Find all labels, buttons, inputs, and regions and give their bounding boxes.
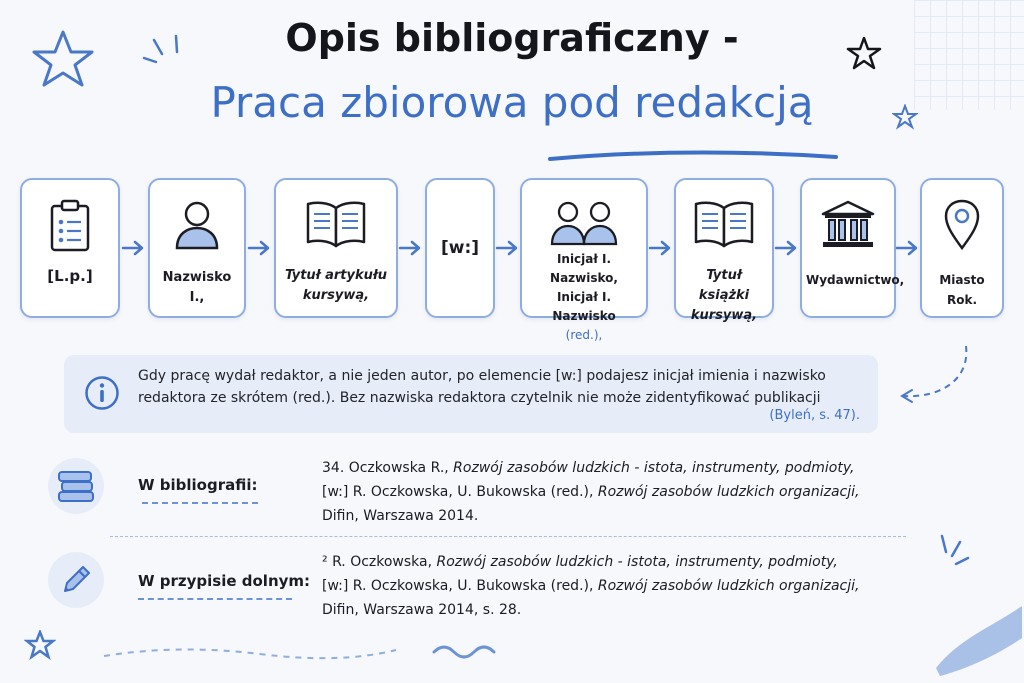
bibliography-icon-circle [48, 458, 104, 514]
section-divider [110, 536, 906, 537]
flow-step-wydawnictwo [800, 178, 905, 318]
location-pin-icon [942, 198, 982, 252]
label-line: kursywą, [302, 288, 370, 303]
bibliography-label: W bibliografii: [138, 476, 258, 494]
curved-dashed-arrow-icon [890, 340, 980, 408]
flow-step-tytul-ksiazki [674, 178, 774, 323]
clipboard-icon [48, 198, 92, 252]
wave-decoration [430, 640, 510, 662]
bottom-right-sparkle-icon [934, 532, 984, 582]
entry-text: Difin, Warszawa 2014, s. 28. [322, 602, 522, 618]
entry-line [322, 598, 922, 622]
footnote-label: W przypisie dolnym: [138, 572, 311, 590]
label-line: kursywą, [690, 308, 758, 323]
arrow-right-icon [398, 238, 424, 258]
footnote-entry [322, 550, 922, 622]
entry-line [322, 480, 922, 504]
info-text [138, 365, 868, 409]
label-line: Tytuł książki [698, 268, 750, 303]
arrow-right-icon [121, 238, 147, 258]
flow-step-nazwisko [148, 178, 246, 318]
info-panel [64, 355, 878, 433]
label-line: Inicjał I. Nazwisko [552, 290, 616, 323]
books-stack-icon [55, 467, 97, 505]
bibliography-entry [322, 456, 922, 528]
arrow-right-icon [895, 238, 921, 258]
label-line: Tytuł artykułu [285, 268, 387, 283]
flow-step-label: Miasto Rok. [939, 273, 985, 307]
entry-italic-title: Rozwój zasobów ludzkich - istota, instrumenty, podmioty, [453, 460, 855, 476]
bibliography-label-underline [142, 502, 258, 504]
entry-text: 34. Oczkowska R., [322, 460, 454, 476]
entry-line [322, 550, 922, 574]
dashed-line-decoration [100, 640, 400, 664]
flow-step-label: Nazwisko I., [162, 270, 232, 305]
info-text-line: Gdy pracę wydał redaktor, a nie jeden autor, po elemencie [w:] podajesz inicjał imienia i nazwisko [138, 368, 826, 384]
flow-step-redaktorzy [520, 178, 648, 342]
entry-text: [w:] R. Oczkowska, U. Bukowska (red.), [322, 484, 598, 500]
label-line-red: (red.), [565, 328, 603, 342]
info-text-line: redaktora ze skrótem (red.). Bez nazwiska redaktora czytelnik nie może zidentyfikować publikacji [138, 390, 821, 406]
flow-step-label [280, 266, 392, 306]
label-line: Inicjał I. Nazwisko, [550, 252, 618, 285]
flow-step-label [526, 250, 642, 345]
page-subtitle: Praca zbiorowa pod redakcją [210, 78, 814, 127]
entry-line [322, 456, 922, 480]
flow-step-label: [L.p.] [47, 267, 93, 285]
info-icon [84, 375, 120, 411]
flow-step-lp [20, 178, 120, 318]
flow-step-label [680, 266, 768, 326]
arrow-right-icon [648, 238, 674, 258]
flow-step-w [425, 178, 495, 318]
subtitle-underline [546, 145, 840, 165]
entry-italic-title: Rozwój zasobów ludzkich - istota, instrumenty, podmioty, [436, 554, 838, 570]
flow-step-label: [w:] [440, 238, 480, 258]
institution-icon [819, 198, 877, 250]
entry-italic-title: Rozwój zasobów ludzkich organizacji, [597, 484, 860, 500]
two-people-icon [548, 198, 620, 248]
open-book-icon [692, 198, 756, 248]
arrow-right-icon [247, 238, 273, 258]
info-citation: (Byleń, s. 47). [769, 408, 860, 423]
entry-line [322, 574, 922, 598]
open-book-icon [304, 198, 368, 248]
flow-step-label: Wydawnictwo, [806, 273, 905, 287]
arrow-right-icon [495, 238, 521, 258]
footnote-label-underline [138, 598, 292, 600]
footnote-icon-circle [48, 552, 104, 608]
brush-stroke-decoration [930, 598, 1024, 678]
flow-step-miasto [920, 178, 1004, 318]
pencil-icon [57, 561, 95, 599]
entry-text: [w:] R. Oczkowska, U. Bukowska (red.), [322, 578, 598, 594]
entry-line [322, 504, 922, 528]
person-icon [173, 198, 221, 252]
arrow-right-icon [774, 238, 800, 258]
bottom-star-icon [24, 630, 56, 660]
entry-italic-title: Rozwój zasobów ludzkich organizacji, [597, 578, 860, 594]
page-title: Opis bibliograficzny - [285, 16, 739, 60]
flow-step-tytul-artykulu [274, 178, 398, 318]
entry-text: Difin, Warszawa 2014. [322, 508, 479, 524]
entry-text: ² R. Oczkowska, [322, 554, 437, 570]
